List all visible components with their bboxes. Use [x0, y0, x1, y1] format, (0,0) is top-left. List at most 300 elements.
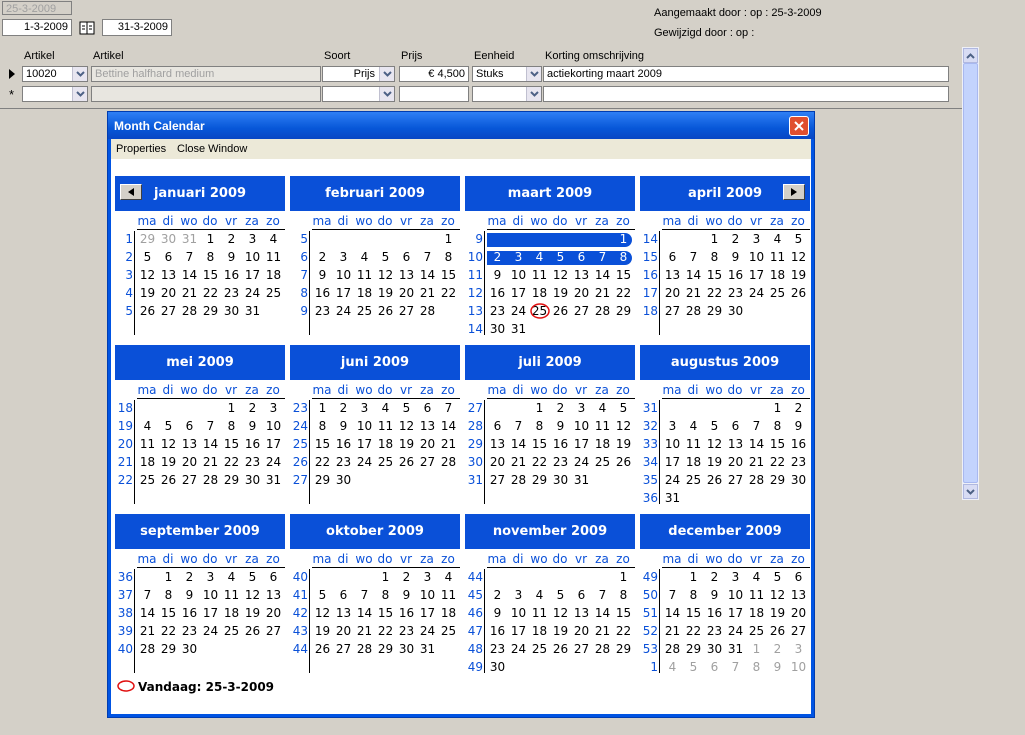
- calendar-day[interactable]: 9: [556, 419, 565, 433]
- calendar-day[interactable]: 3: [248, 232, 257, 246]
- calendar-day[interactable]: 5: [689, 660, 698, 674]
- calendar-day[interactable]: 19: [398, 437, 415, 451]
- calendar-day[interactable]: 23: [181, 624, 198, 638]
- calendar-day[interactable]: 29: [685, 642, 702, 656]
- calendar-day[interactable]: 5: [556, 250, 565, 264]
- calendar-day[interactable]: 7: [185, 250, 194, 264]
- calendar-day[interactable]: 3: [339, 250, 348, 264]
- calendar-day[interactable]: 29: [139, 232, 156, 246]
- calendar-day[interactable]: 23: [244, 455, 261, 469]
- week-number[interactable]: 4: [125, 286, 133, 300]
- calendar-day[interactable]: 5: [773, 570, 782, 584]
- calendar-day[interactable]: 26: [314, 642, 331, 656]
- calendar-day[interactable]: 14: [510, 437, 527, 451]
- today-footer[interactable]: [116, 679, 274, 694]
- calendar-day[interactable]: 12: [552, 268, 569, 282]
- week-number[interactable]: 36: [117, 570, 133, 584]
- calendar-day[interactable]: 11: [685, 437, 702, 451]
- calendar-day[interactable]: 18: [440, 606, 457, 620]
- calendar-day[interactable]: 21: [419, 286, 436, 300]
- week-number[interactable]: 29: [467, 437, 483, 451]
- calendar-day[interactable]: 28: [594, 642, 611, 656]
- week-number[interactable]: 49: [642, 570, 658, 584]
- calendar-day[interactable]: 17: [419, 606, 436, 620]
- calendar-day[interactable]: 12: [160, 437, 177, 451]
- calendar-day[interactable]: 13: [489, 437, 506, 451]
- eenheid-combo[interactable]: [472, 66, 542, 82]
- week-number[interactable]: 49: [467, 660, 483, 674]
- week-number[interactable]: 9: [475, 232, 483, 246]
- calendar-day[interactable]: 9: [493, 606, 502, 620]
- calendar-day[interactable]: 15: [314, 437, 331, 451]
- calendar-day[interactable]: 5: [164, 419, 173, 433]
- week-number[interactable]: 17: [642, 286, 658, 300]
- new-soort-dropdown-button[interactable]: [379, 87, 394, 101]
- calendar-day[interactable]: 16: [181, 606, 198, 620]
- calendar-day[interactable]: 1: [318, 401, 327, 415]
- calendar-day[interactable]: 6: [577, 588, 586, 602]
- calendar-day[interactable]: 20: [573, 286, 590, 300]
- calendar-day[interactable]: 23: [706, 624, 723, 638]
- calendar-day[interactable]: 12: [615, 419, 632, 433]
- calendar-day[interactable]: 1: [619, 570, 628, 584]
- calendar-day[interactable]: 22: [223, 455, 240, 469]
- calendar-day[interactable]: 5: [381, 250, 390, 264]
- new-korting-omschrijving-input[interactable]: [543, 86, 949, 102]
- calendar-day[interactable]: 11: [223, 588, 240, 602]
- week-number[interactable]: 33: [642, 437, 658, 451]
- calendar-day[interactable]: 29: [615, 642, 632, 656]
- calendar-day[interactable]: 25: [531, 642, 548, 656]
- calendar-day[interactable]: 18: [223, 606, 240, 620]
- week-number[interactable]: 51: [642, 606, 658, 620]
- calendar-day[interactable]: 3: [752, 232, 761, 246]
- calendar-day[interactable]: 28: [664, 642, 681, 656]
- calendar-day[interactable]: 28: [181, 304, 198, 318]
- calendar-day[interactable]: 21: [594, 286, 611, 300]
- week-number[interactable]: 26: [292, 455, 308, 469]
- calendar-day[interactable]: 4: [689, 419, 698, 433]
- month-title[interactable]: januari 2009: [115, 176, 285, 211]
- calendar-day[interactable]: 14: [664, 606, 681, 620]
- calendar-day[interactable]: 31: [664, 491, 681, 505]
- menu-close-window[interactable]: Close Window: [177, 143, 248, 155]
- calendar-day[interactable]: 19: [552, 286, 569, 300]
- calendar-day[interactable]: 6: [794, 570, 803, 584]
- calendar-day[interactable]: 8: [227, 419, 236, 433]
- calendar-day[interactable]: 20: [335, 624, 352, 638]
- calendar-day[interactable]: 27: [181, 473, 198, 487]
- calendar-day[interactable]: 15: [685, 606, 702, 620]
- week-number[interactable]: 13: [467, 304, 483, 318]
- calendar-day[interactable]: 22: [202, 286, 219, 300]
- calendar-day[interactable]: 24: [573, 455, 590, 469]
- week-number[interactable]: 3: [125, 268, 133, 282]
- calendar-day[interactable]: 22: [615, 286, 632, 300]
- calendar-day[interactable]: 26: [706, 473, 723, 487]
- calendar-day[interactable]: 4: [535, 250, 544, 264]
- calendar-day[interactable]: 15: [160, 606, 177, 620]
- calendar-day[interactable]: 8: [689, 588, 698, 602]
- calendar-day[interactable]: 12: [377, 268, 394, 282]
- calendar-day[interactable]: 15: [202, 268, 219, 282]
- calendar-day[interactable]: 12: [398, 419, 415, 433]
- week-number[interactable]: 6: [300, 250, 308, 264]
- calendar-day[interactable]: 11: [531, 268, 548, 282]
- calendar-day[interactable]: 2: [731, 232, 740, 246]
- date-from-input[interactable]: 1-3-2009: [2, 19, 72, 36]
- week-number[interactable]: 43: [292, 624, 308, 638]
- calendar-day[interactable]: 17: [510, 286, 527, 300]
- calendar-day[interactable]: 3: [794, 642, 803, 656]
- calendar-day[interactable]: 12: [139, 268, 156, 282]
- calendar-day[interactable]: 13: [573, 268, 590, 282]
- calendar-day[interactable]: 1: [619, 232, 628, 246]
- calendar-day[interactable]: 1: [752, 642, 761, 656]
- week-number[interactable]: 16: [642, 268, 658, 282]
- calendar-day[interactable]: 13: [398, 268, 415, 282]
- next-month-button[interactable]: [783, 184, 805, 200]
- calendar-day[interactable]: 20: [160, 286, 177, 300]
- calendar-day[interactable]: 14: [594, 268, 611, 282]
- calendar-day[interactable]: 24: [727, 624, 744, 638]
- calendar-day[interactable]: 31: [181, 232, 198, 246]
- calendar-day[interactable]: 6: [164, 250, 173, 264]
- calendar-day[interactable]: 19: [139, 286, 156, 300]
- calendar-day[interactable]: 30: [706, 642, 723, 656]
- calendar-day[interactable]: 20: [790, 606, 807, 620]
- week-number[interactable]: 39: [117, 624, 133, 638]
- scroll-up-button[interactable]: [963, 48, 978, 63]
- calendar-day[interactable]: 30: [160, 232, 177, 246]
- month-title[interactable]: juni 2009: [290, 345, 460, 380]
- calendar-day[interactable]: 21: [685, 286, 702, 300]
- week-number[interactable]: 48: [467, 642, 483, 656]
- month-title[interactable]: februari 2009: [290, 176, 460, 211]
- calendar-day[interactable]: 12: [790, 250, 807, 264]
- calendar-day[interactable]: 8: [444, 250, 453, 264]
- calendar-day[interactable]: 7: [598, 588, 607, 602]
- calendar-day[interactable]: 10: [510, 268, 527, 282]
- calendar-day[interactable]: 1: [381, 570, 390, 584]
- calendar-day[interactable]: 1: [227, 401, 236, 415]
- calendar-day[interactable]: 18: [748, 606, 765, 620]
- week-number[interactable]: 44: [467, 570, 483, 584]
- calendar-day[interactable]: 14: [594, 606, 611, 620]
- week-number[interactable]: 40: [292, 570, 308, 584]
- calendar-day[interactable]: 20: [727, 455, 744, 469]
- calendar-day[interactable]: 21: [594, 624, 611, 638]
- calendar-day[interactable]: 21: [748, 455, 765, 469]
- week-number[interactable]: 19: [117, 419, 133, 433]
- month-title[interactable]: april 2009: [640, 176, 810, 211]
- calendar-day[interactable]: 10: [664, 437, 681, 451]
- artikel-code-combo[interactable]: [22, 66, 88, 82]
- calendar-day[interactable]: 2: [493, 250, 502, 264]
- calendar-day[interactable]: 4: [360, 250, 369, 264]
- calendar-day[interactable]: 28: [748, 473, 765, 487]
- calendar-day[interactable]: 24: [419, 624, 436, 638]
- calendar-day[interactable]: 27: [727, 473, 744, 487]
- calendar-day[interactable]: 10: [573, 419, 590, 433]
- calendar-day[interactable]: 13: [160, 268, 177, 282]
- calendar-day[interactable]: 17: [727, 606, 744, 620]
- calendar-day[interactable]: 26: [790, 286, 807, 300]
- calendar-day[interactable]: 7: [689, 250, 698, 264]
- calendar-day[interactable]: 26: [398, 455, 415, 469]
- calendar-day[interactable]: 27: [160, 304, 177, 318]
- calendar-day[interactable]: 2: [185, 570, 194, 584]
- week-number[interactable]: 2: [125, 250, 133, 264]
- calendar-day[interactable]: 21: [440, 437, 457, 451]
- calendar-day[interactable]: 20: [265, 606, 282, 620]
- week-number[interactable]: 53: [642, 642, 658, 656]
- month-title[interactable]: oktober 2009: [290, 514, 460, 549]
- calendar-day[interactable]: 19: [615, 437, 632, 451]
- calendar-day[interactable]: 24: [510, 304, 527, 318]
- calendar-day[interactable]: 4: [269, 232, 278, 246]
- week-number[interactable]: 20: [117, 437, 133, 451]
- korting-omschrijving-input[interactable]: actiekorting maart 2009: [543, 66, 949, 82]
- calendar-day[interactable]: 26: [769, 624, 786, 638]
- calendar-day[interactable]: 27: [489, 473, 506, 487]
- calendar-day[interactable]: 19: [160, 455, 177, 469]
- week-number[interactable]: 31: [642, 401, 658, 415]
- calendar-day[interactable]: 26: [160, 473, 177, 487]
- calendar-day[interactable]: 18: [265, 268, 282, 282]
- calendar-day[interactable]: 2: [710, 570, 719, 584]
- calendar-day[interactable]: 4: [143, 419, 152, 433]
- calendar-day[interactable]: 20: [419, 437, 436, 451]
- calendar-day[interactable]: 21: [202, 455, 219, 469]
- calendar-day[interactable]: 11: [748, 588, 765, 602]
- week-number[interactable]: 5: [125, 304, 133, 318]
- calendar-day[interactable]: 25: [531, 304, 548, 318]
- calendar-day[interactable]: 4: [227, 570, 236, 584]
- calendar-day[interactable]: 7: [731, 660, 740, 674]
- calendar-day[interactable]: 8: [318, 419, 327, 433]
- calendar-day[interactable]: 29: [377, 642, 394, 656]
- calendar-day[interactable]: 1: [164, 570, 173, 584]
- month-title[interactable]: december 2009: [640, 514, 810, 549]
- week-number[interactable]: 1: [650, 660, 658, 674]
- calendar-day[interactable]: 14: [440, 419, 457, 433]
- week-number[interactable]: 8: [300, 286, 308, 300]
- calendar-day[interactable]: 16: [790, 437, 807, 451]
- month-title[interactable]: september 2009: [115, 514, 285, 549]
- calendar-day[interactable]: 2: [556, 401, 565, 415]
- calendar-day[interactable]: 9: [227, 250, 236, 264]
- week-number[interactable]: 7: [300, 268, 308, 282]
- calendar-day[interactable]: 18: [685, 455, 702, 469]
- calendar-day[interactable]: 16: [489, 624, 506, 638]
- calendar-day[interactable]: 22: [314, 455, 331, 469]
- calendar-day[interactable]: 27: [335, 642, 352, 656]
- calendar-day[interactable]: 25: [769, 286, 786, 300]
- week-number[interactable]: 37: [117, 588, 133, 602]
- calendar-day[interactable]: 27: [573, 304, 590, 318]
- calendar-day[interactable]: 7: [752, 419, 761, 433]
- calendar-day[interactable]: 25: [356, 304, 373, 318]
- calendar-day[interactable]: 10: [790, 660, 807, 674]
- calendar-day[interactable]: 19: [314, 624, 331, 638]
- calendar-day[interactable]: 23: [552, 455, 569, 469]
- calendar-day[interactable]: 8: [535, 419, 544, 433]
- calendar-day[interactable]: 23: [489, 304, 506, 318]
- calendar-day[interactable]: 8: [752, 660, 761, 674]
- calendar-day[interactable]: 25: [685, 473, 702, 487]
- calendar-day[interactable]: 7: [444, 401, 453, 415]
- calendar-day[interactable]: 17: [265, 437, 282, 451]
- calendar-day[interactable]: 10: [748, 250, 765, 264]
- calendar-day[interactable]: 10: [356, 419, 373, 433]
- calendar-day[interactable]: 17: [510, 624, 527, 638]
- calendar-day[interactable]: 15: [531, 437, 548, 451]
- calendar-day[interactable]: 26: [244, 624, 261, 638]
- calendar-day[interactable]: 5: [402, 401, 411, 415]
- calendar-day[interactable]: 3: [514, 588, 523, 602]
- calendar-day[interactable]: 19: [377, 286, 394, 300]
- calendar-day[interactable]: 17: [244, 268, 261, 282]
- calendar-day[interactable]: 31: [244, 304, 261, 318]
- calendar-day[interactable]: 17: [356, 437, 373, 451]
- week-number[interactable]: 23: [292, 401, 308, 415]
- calendar-day[interactable]: 18: [356, 286, 373, 300]
- calendar-day[interactable]: 27: [398, 304, 415, 318]
- calendar-day[interactable]: 3: [668, 419, 677, 433]
- calendar-day[interactable]: 13: [664, 268, 681, 282]
- calendar-day[interactable]: 6: [668, 250, 677, 264]
- calendar-day[interactable]: 23: [398, 624, 415, 638]
- week-number[interactable]: 52: [642, 624, 658, 638]
- calendar-day[interactable]: 13: [790, 588, 807, 602]
- calendar-day[interactable]: 4: [535, 588, 544, 602]
- calendar-day[interactable]: 30: [398, 642, 415, 656]
- calendar-day[interactable]: 4: [381, 401, 390, 415]
- calendar-day[interactable]: 13: [727, 437, 744, 451]
- calendar-day[interactable]: 12: [552, 606, 569, 620]
- calendar-day[interactable]: 11: [769, 250, 786, 264]
- calendar-day[interactable]: 6: [493, 419, 502, 433]
- calendar-day[interactable]: 18: [377, 437, 394, 451]
- calendar-day[interactable]: 15: [769, 437, 786, 451]
- calendar-day[interactable]: 23: [727, 286, 744, 300]
- calendar-day[interactable]: 31: [727, 642, 744, 656]
- calendar-day[interactable]: 8: [206, 250, 215, 264]
- calendar-day[interactable]: 17: [748, 268, 765, 282]
- calendar-day[interactable]: 2: [773, 642, 782, 656]
- calendar-day[interactable]: 31: [265, 473, 282, 487]
- calendar-day[interactable]: 1: [710, 232, 719, 246]
- calendar-day[interactable]: 29: [202, 304, 219, 318]
- calendar-day[interactable]: 29: [615, 304, 632, 318]
- calendar-day[interactable]: 27: [419, 455, 436, 469]
- grid-vertical-scrollbar[interactable]: [962, 47, 979, 500]
- calendar-day[interactable]: 1: [689, 570, 698, 584]
- calendar-day[interactable]: 29: [769, 473, 786, 487]
- calendar-day[interactable]: 25: [748, 624, 765, 638]
- soort-combo[interactable]: [322, 66, 395, 82]
- week-number[interactable]: 46: [467, 606, 483, 620]
- calendar-day[interactable]: 4: [773, 232, 782, 246]
- calendar-day[interactable]: 20: [181, 455, 198, 469]
- calendar-day[interactable]: 6: [339, 588, 348, 602]
- calendar-day[interactable]: 10: [419, 588, 436, 602]
- calendar-day[interactable]: 22: [531, 455, 548, 469]
- calendar-day[interactable]: 17: [573, 437, 590, 451]
- calendar-day[interactable]: 28: [685, 304, 702, 318]
- calendar-day[interactable]: 20: [398, 286, 415, 300]
- calendar-day[interactable]: 5: [318, 588, 327, 602]
- calendar-day[interactable]: 10: [265, 419, 282, 433]
- calendar-day[interactable]: 28: [139, 642, 156, 656]
- scroll-down-button[interactable]: [963, 484, 978, 499]
- calendar-day[interactable]: 19: [790, 268, 807, 282]
- calendar-day[interactable]: 23: [335, 455, 352, 469]
- calendar-day[interactable]: 16: [398, 606, 415, 620]
- week-number[interactable]: 34: [642, 455, 658, 469]
- calendar-day[interactable]: 4: [668, 660, 677, 674]
- calendar-day[interactable]: 23: [314, 304, 331, 318]
- calendar-day[interactable]: 27: [790, 624, 807, 638]
- week-number[interactable]: 9: [300, 304, 308, 318]
- calendar-day[interactable]: 8: [710, 250, 719, 264]
- calendar-day[interactable]: 2: [402, 570, 411, 584]
- calendar-day[interactable]: 18: [594, 437, 611, 451]
- calendar-day[interactable]: 18: [139, 455, 156, 469]
- calendar-day[interactable]: 2: [493, 588, 502, 602]
- calendar-day[interactable]: 21: [139, 624, 156, 638]
- week-number[interactable]: 1: [125, 232, 133, 246]
- calendar-day[interactable]: 17: [664, 455, 681, 469]
- calendar-picker-button[interactable]: [78, 19, 96, 36]
- calendar-day[interactable]: 16: [244, 437, 261, 451]
- calendar-day[interactable]: 26: [552, 642, 569, 656]
- week-number[interactable]: 44: [292, 642, 308, 656]
- window-close-button[interactable]: [789, 116, 809, 136]
- calendar-day[interactable]: 14: [139, 606, 156, 620]
- calendar-day[interactable]: 4: [444, 570, 453, 584]
- calendar-day[interactable]: 3: [731, 570, 740, 584]
- calendar-day[interactable]: 15: [615, 268, 632, 282]
- calendar-day[interactable]: 12: [244, 588, 261, 602]
- calendar-day[interactable]: 30: [335, 473, 352, 487]
- new-artikel-code-dropdown-button[interactable]: [72, 87, 87, 101]
- calendar-day[interactable]: 20: [489, 455, 506, 469]
- calendar-day[interactable]: 30: [244, 473, 261, 487]
- calendar-day[interactable]: 6: [577, 250, 586, 264]
- calendar-day[interactable]: 16: [489, 286, 506, 300]
- week-number[interactable]: 45: [467, 588, 483, 602]
- week-number[interactable]: 22: [117, 473, 133, 487]
- calendar-day[interactable]: 24: [202, 624, 219, 638]
- soort-dropdown-button[interactable]: [379, 67, 394, 81]
- calendar-day[interactable]: 6: [185, 419, 194, 433]
- calendar-day[interactable]: 27: [664, 304, 681, 318]
- calendar-day[interactable]: 8: [773, 419, 782, 433]
- calendar-day[interactable]: 18: [531, 624, 548, 638]
- calendar-day[interactable]: 28: [594, 304, 611, 318]
- calendar-day[interactable]: 22: [769, 455, 786, 469]
- calendar-day[interactable]: 22: [160, 624, 177, 638]
- calendar-day[interactable]: 25: [440, 624, 457, 638]
- calendar-day[interactable]: 15: [223, 437, 240, 451]
- calendar-day[interactable]: 8: [164, 588, 173, 602]
- calendar-day[interactable]: 5: [710, 419, 719, 433]
- calendar-day[interactable]: 24: [510, 642, 527, 656]
- calendar-day[interactable]: 9: [493, 268, 502, 282]
- calendar-day[interactable]: 15: [615, 606, 632, 620]
